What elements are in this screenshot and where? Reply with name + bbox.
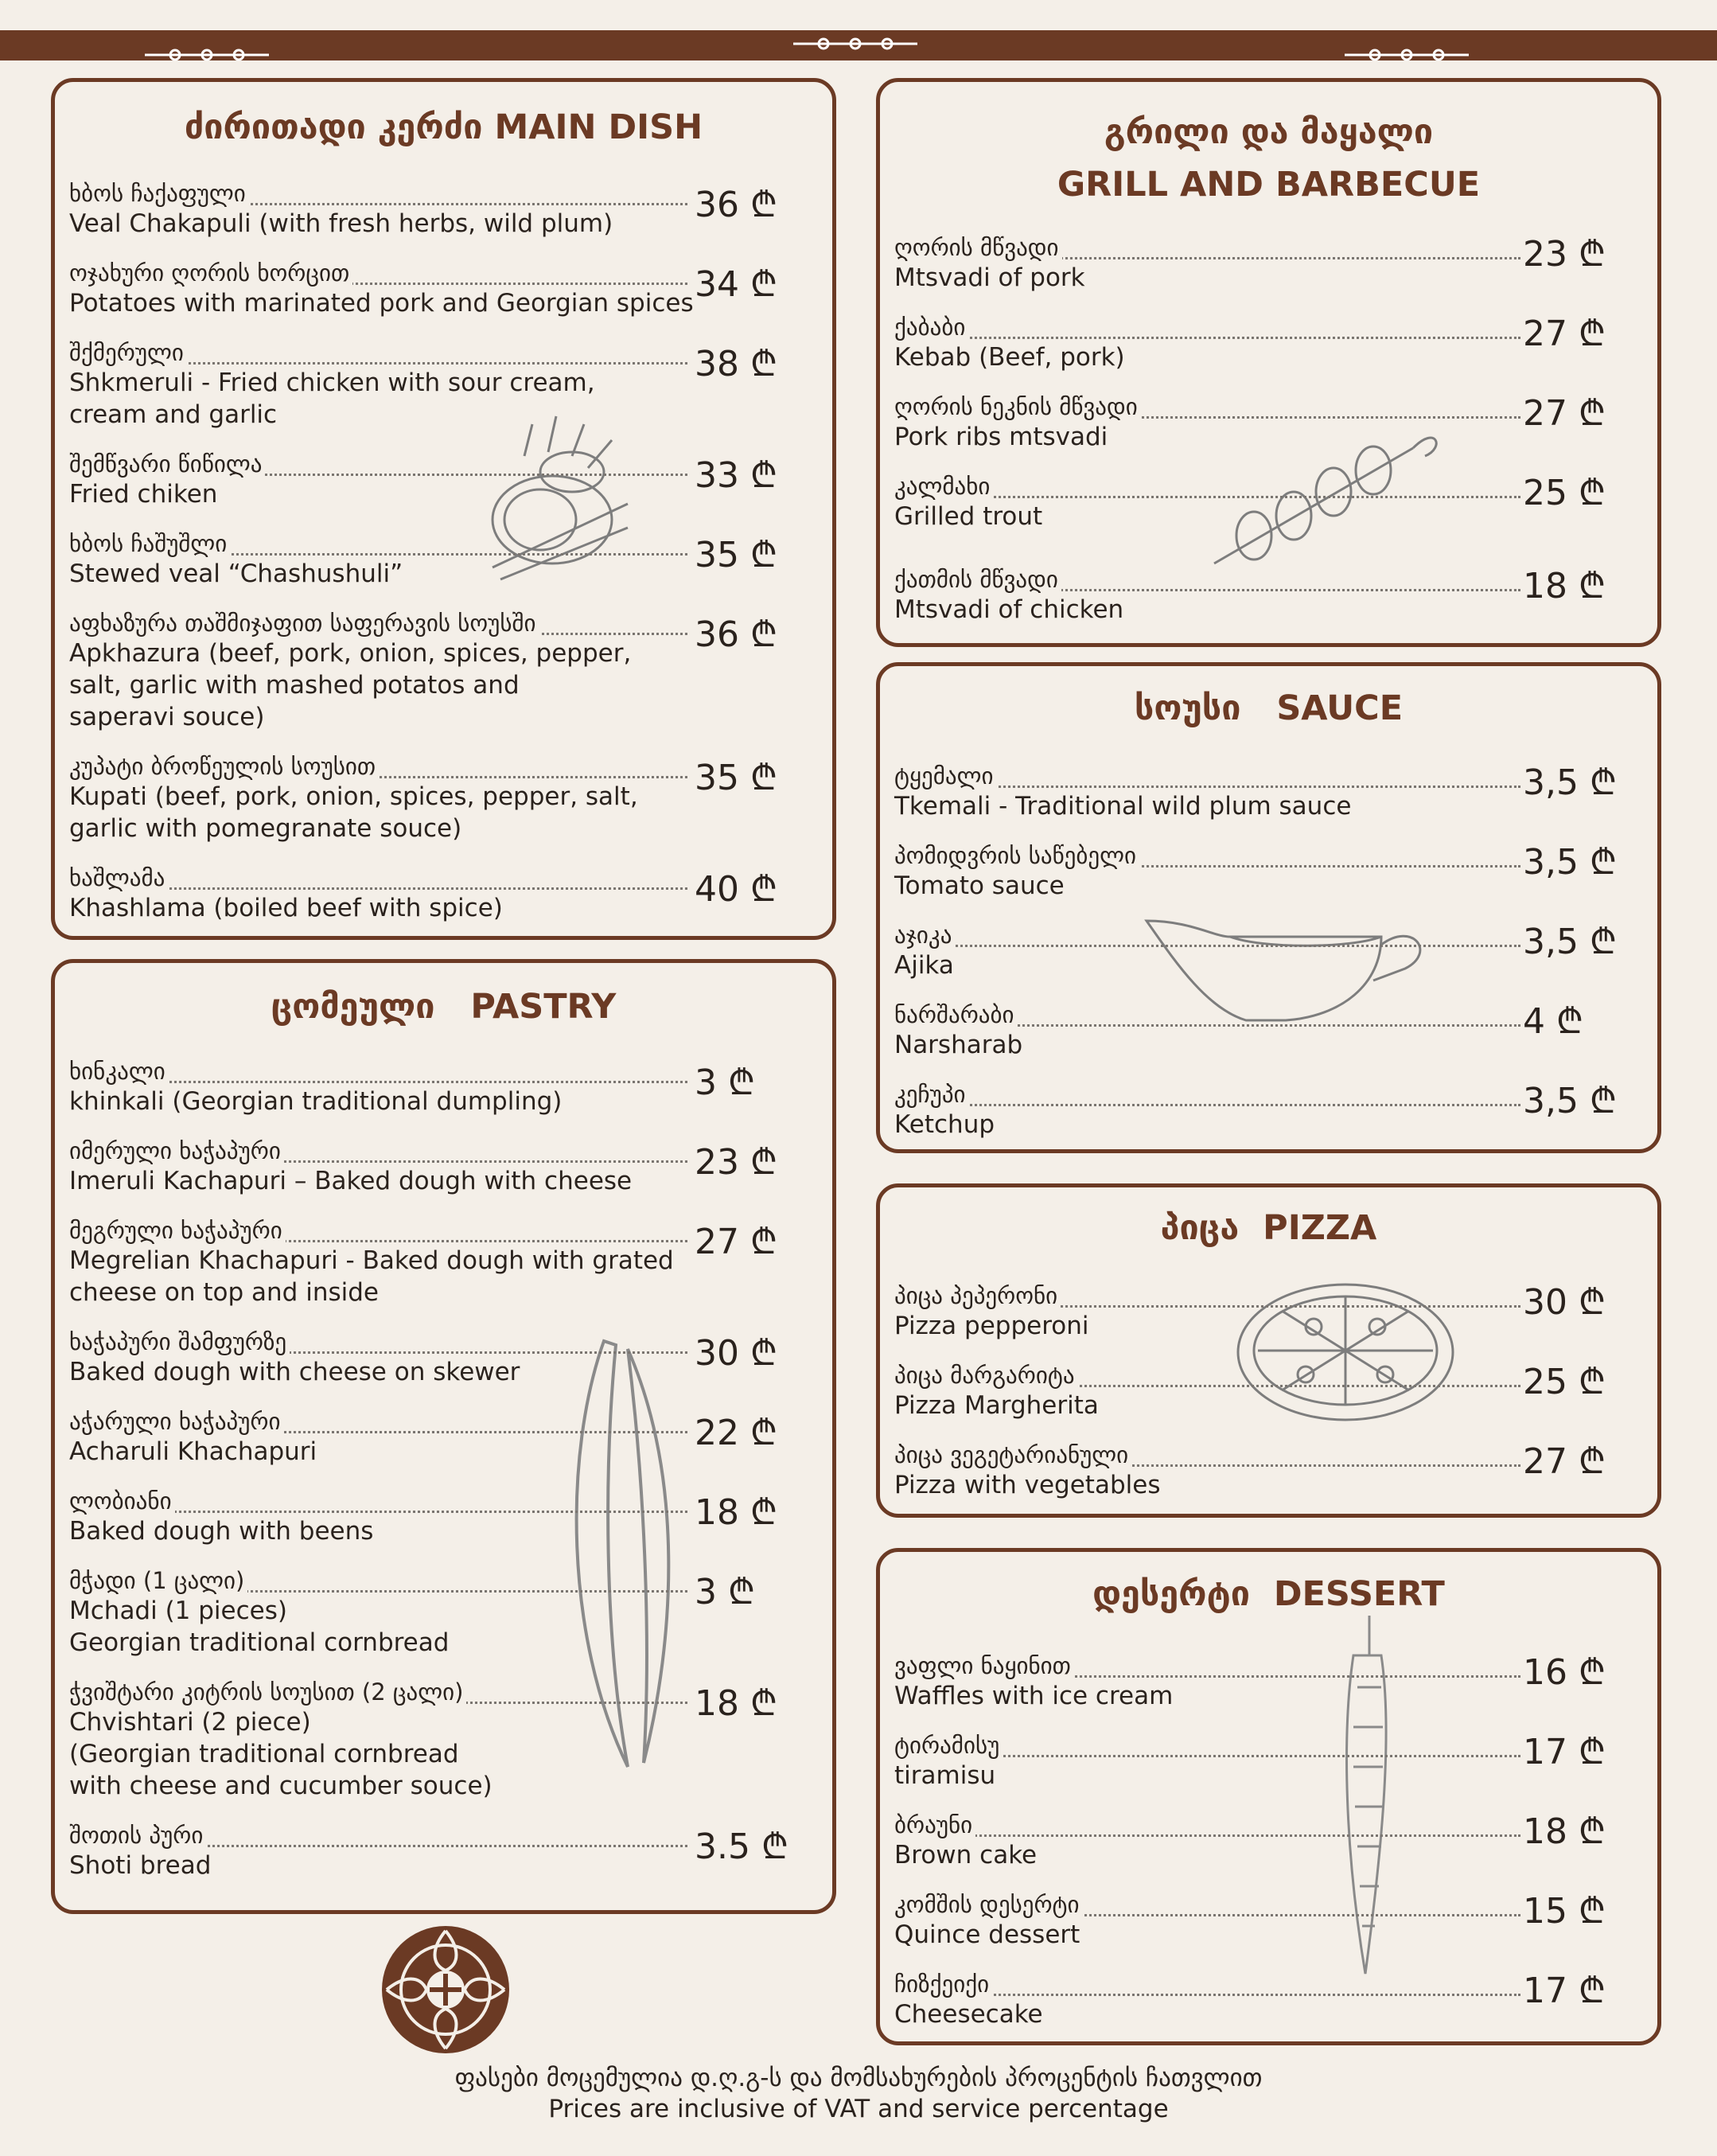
menu-item: [894, 1651, 1520, 1712]
item-price: 3,5 ₾: [1523, 1081, 1617, 1121]
item-price: 18 ₾: [1523, 1811, 1606, 1852]
menu-item: [894, 841, 1520, 902]
item-name: ქათმის მწვადი: [894, 565, 1061, 594]
item-name: მეგრული ხაჭაპური: [69, 1216, 286, 1245]
menu-item: [894, 1441, 1520, 1501]
item-description: Shkmeruli - Fried chicken with sour cream, cream and garlic: [69, 368, 595, 429]
item-name: შოთის პური: [69, 1821, 206, 1850]
leader-dots: [894, 945, 1520, 947]
item-description: Chvishtari (2 piece) (Georgian traditional cornbread with cheese and cucumber souce): [69, 1708, 493, 1800]
item-name: ტირამისუ: [894, 1731, 1003, 1760]
item-price: 3.5 ₾: [695, 1827, 788, 1867]
item-price: 4 ₾: [1523, 1001, 1583, 1042]
item-price: 17 ₾: [1523, 1732, 1606, 1772]
menu-item: [894, 1811, 1520, 1871]
item-price: 3,5 ₾: [1523, 842, 1617, 883]
item-description: Ajika: [894, 951, 954, 980]
item-description: Shoti bread: [69, 1851, 212, 1880]
menu-item: [69, 1136, 687, 1197]
item-price: 23 ₾: [695, 1142, 777, 1183]
item-price: 15 ₾: [1523, 1891, 1606, 1932]
item-price: 35 ₾: [695, 758, 777, 798]
section-title: ცომეული PASTRY: [271, 987, 617, 1027]
item-name: ოჯახური ღორის ხორცით: [69, 259, 352, 287]
panel-pizza: [876, 1183, 1661, 1518]
item-description: Apkhazura (beef, pork, onion, spices, pepper, salt, garlic with mashed potatos and saperavi souce): [69, 639, 632, 731]
item-description: Pizza pepperoni: [894, 1312, 1089, 1340]
menu-item: [894, 1731, 1520, 1791]
item-price: 35 ₾: [695, 535, 777, 575]
section-title: გრილი და მაყალი GRILL AND BARBECUE: [1057, 112, 1481, 205]
item-price: 30 ₾: [1523, 1282, 1606, 1323]
item-name: ხაჭაპური შამფურზე: [69, 1328, 290, 1356]
item-description: Mtsvadi of chicken: [894, 595, 1124, 624]
item-name: ხბოს ჩაშუშლი: [69, 529, 230, 558]
menu-item: [69, 1216, 687, 1308]
item-price: 18 ₾: [695, 1683, 777, 1724]
panel-pastry: [51, 959, 836, 1914]
item-name: ჩიზქეიქი: [894, 1970, 992, 1998]
item-price: 25 ₾: [1523, 473, 1606, 513]
item-price: 36 ₾: [695, 614, 777, 655]
item-description: Veal Chakapuli (with fresh herbs, wild plum): [69, 209, 613, 238]
item-price: 30 ₾: [695, 1333, 777, 1374]
item-name: შემწვარი წიწილა: [69, 450, 265, 478]
item-description: Narsharab: [894, 1031, 1023, 1059]
menu-item: [894, 1970, 1520, 2030]
item-name: ვაფლი ნაყინით: [894, 1651, 1074, 1680]
item-description: Megrelian Khachapuri - Baked dough with grated cheese on top and inside: [69, 1246, 674, 1307]
churchkhela-illustration: [1333, 1616, 1405, 1982]
item-price: 17 ₾: [1523, 1971, 1606, 2011]
item-name: შქმერული: [69, 338, 187, 367]
item-name: ხინკალი: [69, 1057, 169, 1086]
item-name: ხბოს ჩაქაფული: [69, 179, 249, 208]
item-name: ნარშარაბი: [894, 1000, 1018, 1029]
footer-georgian: ფასები მოცემულია დ.ღ.გ-ს და მომსახურების პროცენტის ჩათვლით: [454, 2064, 1263, 2092]
item-name: კუპატი ბროწეულის სოუსით: [69, 752, 379, 781]
item-description: Waffles with ice cream: [894, 1682, 1174, 1710]
item-name: იმერული ხაჭაპური: [69, 1136, 284, 1165]
item-description: Mchadi (1 pieces) Georgian traditional cornbread: [69, 1597, 450, 1657]
item-price: 33 ₾: [695, 455, 777, 496]
item-description: Ketchup: [894, 1110, 995, 1139]
item-name: ქაბაბი: [894, 313, 968, 341]
item-price: 3,5 ₾: [1523, 762, 1617, 803]
item-name: პიცა პეპერონი: [894, 1281, 1061, 1310]
item-price: 27 ₾: [695, 1222, 777, 1262]
ornament-icon: [1343, 46, 1470, 64]
footer-english: Prices are inclusive of VAT and service percentage: [548, 2095, 1169, 2123]
item-price: 18 ₾: [1523, 566, 1606, 606]
item-price: 16 ₾: [1523, 1652, 1606, 1693]
panel-grill: [876, 78, 1661, 647]
menu-item: [894, 1890, 1520, 1951]
ornament-icon: [792, 35, 919, 53]
sauce-boat-illustration: [1143, 905, 1429, 1032]
panel-dessert: [876, 1548, 1661, 2045]
item-price: 22 ₾: [695, 1413, 777, 1453]
item-description: tiramisu: [894, 1761, 996, 1790]
item-description: Pizza Margherita: [894, 1391, 1099, 1420]
leader-dots: [894, 1104, 1520, 1106]
item-description: Baked dough with cheese on skewer: [69, 1358, 520, 1386]
menu-item: [69, 609, 687, 733]
panel-sauce: [876, 662, 1661, 1153]
logo-emblem: [380, 1924, 511, 2055]
item-description: Acharuli Khachapuri: [69, 1437, 317, 1466]
section-title: პიცა PIZZA: [1160, 1208, 1377, 1248]
meat-dish-illustration: [477, 408, 636, 591]
item-description: Tkemali - Traditional wild plum sauce: [894, 792, 1352, 821]
item-price: 27 ₾: [1523, 393, 1606, 434]
item-description: Pizza with vegetables: [894, 1471, 1161, 1499]
item-description: Stewed veal “Chashushuli”: [69, 559, 403, 588]
item-name: კეჩუპი: [894, 1080, 969, 1109]
item-price: 40 ₾: [695, 869, 777, 910]
item-description: Fried chiken: [69, 480, 218, 509]
item-description: Cheesecake: [894, 2000, 1043, 2029]
item-description: Brown cake: [894, 1841, 1038, 1869]
item-name: პიცა ვეგეტარიანული: [894, 1441, 1131, 1469]
item-description: Imeruli Kachapuri – Baked dough with cheese: [69, 1167, 633, 1195]
item-description: Quince dessert: [894, 1920, 1080, 1949]
item-name: ჭვიშტარი კიტრის სოუსით (2 ცალი): [69, 1678, 466, 1706]
menu-item: [894, 233, 1520, 294]
item-description: Tomato sauce: [894, 871, 1065, 900]
item-name: ხაშლამა: [69, 864, 168, 892]
item-name: მჭადი (1 ცალი): [69, 1566, 247, 1595]
item-name: აჯიკა: [894, 921, 955, 949]
item-description: Kebab (Beef, pork): [894, 343, 1125, 372]
ornament-icon: [143, 46, 271, 64]
item-price: 3 ₾: [695, 1572, 755, 1612]
item-name: კალმახი: [894, 472, 993, 501]
section-title: დესერტი DESSERT: [1092, 1574, 1445, 1614]
item-price: 25 ₾: [1523, 1362, 1606, 1402]
menu-item: [894, 313, 1520, 373]
menu-item: [69, 752, 687, 844]
panel-main-dish: [51, 78, 836, 940]
item-name: პიცა მარგარიტა: [894, 1361, 1078, 1390]
item-price: 3,5 ₾: [1523, 922, 1617, 962]
menu-item: [69, 1821, 687, 1881]
item-description: Kupati (beef, pork, onion, spices, pepper, salt, garlic with pomegranate souce): [69, 782, 638, 843]
menu-item: [69, 259, 694, 319]
item-name: პომიდვრის საწებელი: [894, 841, 1139, 870]
item-price: 18 ₾: [695, 1492, 777, 1533]
item-description: Mtsvadi of pork: [894, 263, 1085, 292]
section-title: სოუსი SAUCE: [1134, 688, 1404, 728]
item-description: Khashlama (boiled beef with spice): [69, 894, 503, 922]
khachapuri-illustration: [556, 1333, 691, 1779]
item-name: ღორის მწვადი: [894, 233, 1062, 262]
pizza-illustration: [1234, 1279, 1457, 1426]
menu-item: [894, 762, 1520, 822]
item-price: 23 ₾: [1523, 234, 1606, 275]
leader-dots: [894, 1834, 1520, 1837]
item-description: khinkali (Georgian traditional dumpling): [69, 1087, 563, 1116]
item-name: ბრაუნი: [894, 1811, 975, 1839]
item-price: 27 ₾: [1523, 1441, 1606, 1482]
item-name: აფხაზურა თაშმიჯაფით საფერავის სოუსში: [69, 609, 539, 637]
leader-dots: [894, 337, 1520, 339]
menu-item: [69, 864, 687, 924]
item-description: Grilled trout: [894, 502, 1043, 531]
item-price: 34 ₾: [695, 264, 777, 305]
menu-item: [69, 1057, 687, 1117]
section-title: ძირითადი კერძი MAIN DISH: [184, 107, 703, 147]
item-name: აჭარული ხაჭაპური: [69, 1407, 284, 1436]
item-price: 38 ₾: [695, 344, 777, 384]
menu-item: [69, 179, 687, 240]
item-name: ღორის ნეკნის მწვადი: [894, 392, 1141, 421]
menu-item: [894, 1080, 1520, 1140]
item-description: Baked dough with beens: [69, 1517, 374, 1546]
item-name: ლობიანი: [69, 1487, 175, 1515]
item-price: 36 ₾: [695, 185, 777, 225]
item-name: კომშის დესერტი: [894, 1890, 1083, 1919]
item-price: 3 ₾: [695, 1062, 755, 1103]
item-price: 27 ₾: [1523, 314, 1606, 354]
item-description: Pork ribs mtsvadi: [894, 423, 1108, 451]
item-description: Potatoes with marinated pork and Georgian spices: [69, 289, 694, 318]
item-name: ტყემალი: [894, 762, 996, 790]
